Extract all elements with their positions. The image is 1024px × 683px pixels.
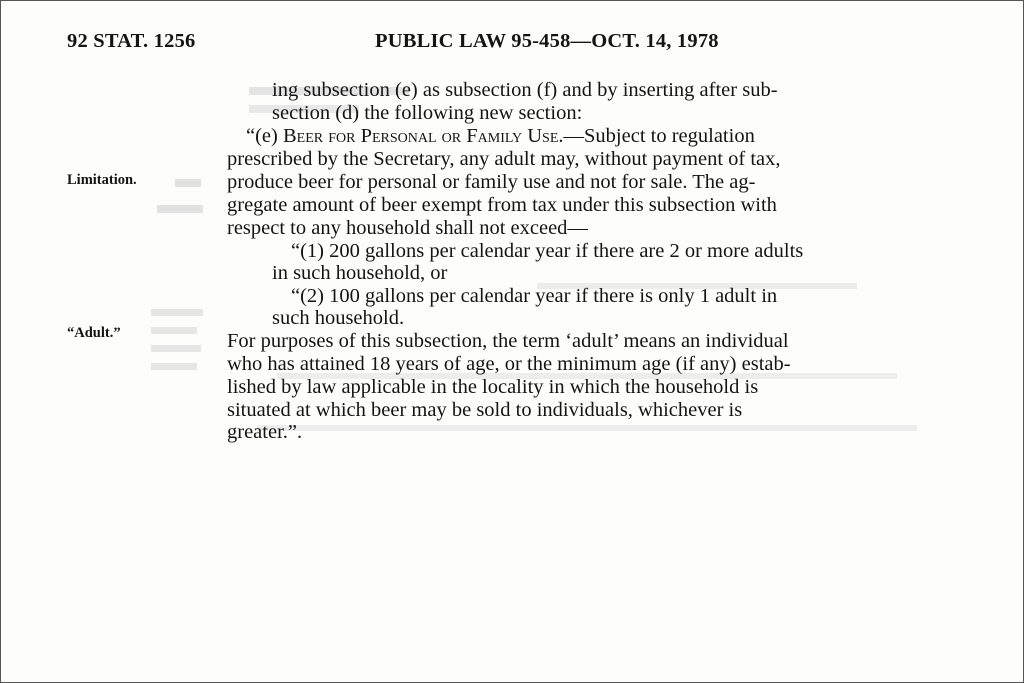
body-line: produce beer for personal or family use and not for sale. The ag- [227, 171, 756, 193]
body-line: respect to any household shall not exceed— [227, 217, 588, 239]
body-line: lished by law applicable in the locality in which the household is [227, 376, 759, 398]
section-heading: Beer for Personal or Family Use [282, 125, 559, 147]
body-line: situated at which beer may be sold to individuals, whichever is [227, 399, 743, 421]
bleed-through-margin-right [65, 171, 205, 391]
body-line: in such household, or [272, 262, 448, 284]
section-heading-line [246, 124, 755, 148]
body-line: For purposes of this subsection, the term ‘adult’ means an individual [227, 330, 789, 352]
body-line: gregate amount of beer exempt from tax under this subsection with [227, 194, 777, 216]
body-line: such household. [272, 307, 405, 329]
heading-prefix: “(e) [246, 125, 283, 147]
margin-note-limitation: Limitation. [67, 172, 137, 188]
law-title: PUBLIC LAW 95-458—OCT. 14, 1978 [375, 30, 719, 52]
heading-rest: .—Subject to regulation [558, 125, 755, 147]
list-item-1: “(1) 200 gallons per calendar year if there are 2 or more adults [291, 240, 804, 262]
body-line: greater.”. [227, 421, 303, 443]
body-line: who has attained 18 years of age, or the minimum age (if any) estab- [227, 353, 791, 375]
statute-reference: 92 STAT. 1256 [67, 30, 196, 52]
margin-note-adult: “Adult.” [67, 325, 121, 341]
list-item-2: “(2) 100 gallons per calendar year if there is only 1 adult in [291, 285, 778, 307]
body-line: section (d) the following new section: [272, 102, 583, 124]
body-line: ing subsection (e) as subsection (f) and by inserting after sub- [272, 79, 778, 101]
body-line: prescribed by the Secretary, any adult may, without payment of tax, [227, 148, 781, 170]
